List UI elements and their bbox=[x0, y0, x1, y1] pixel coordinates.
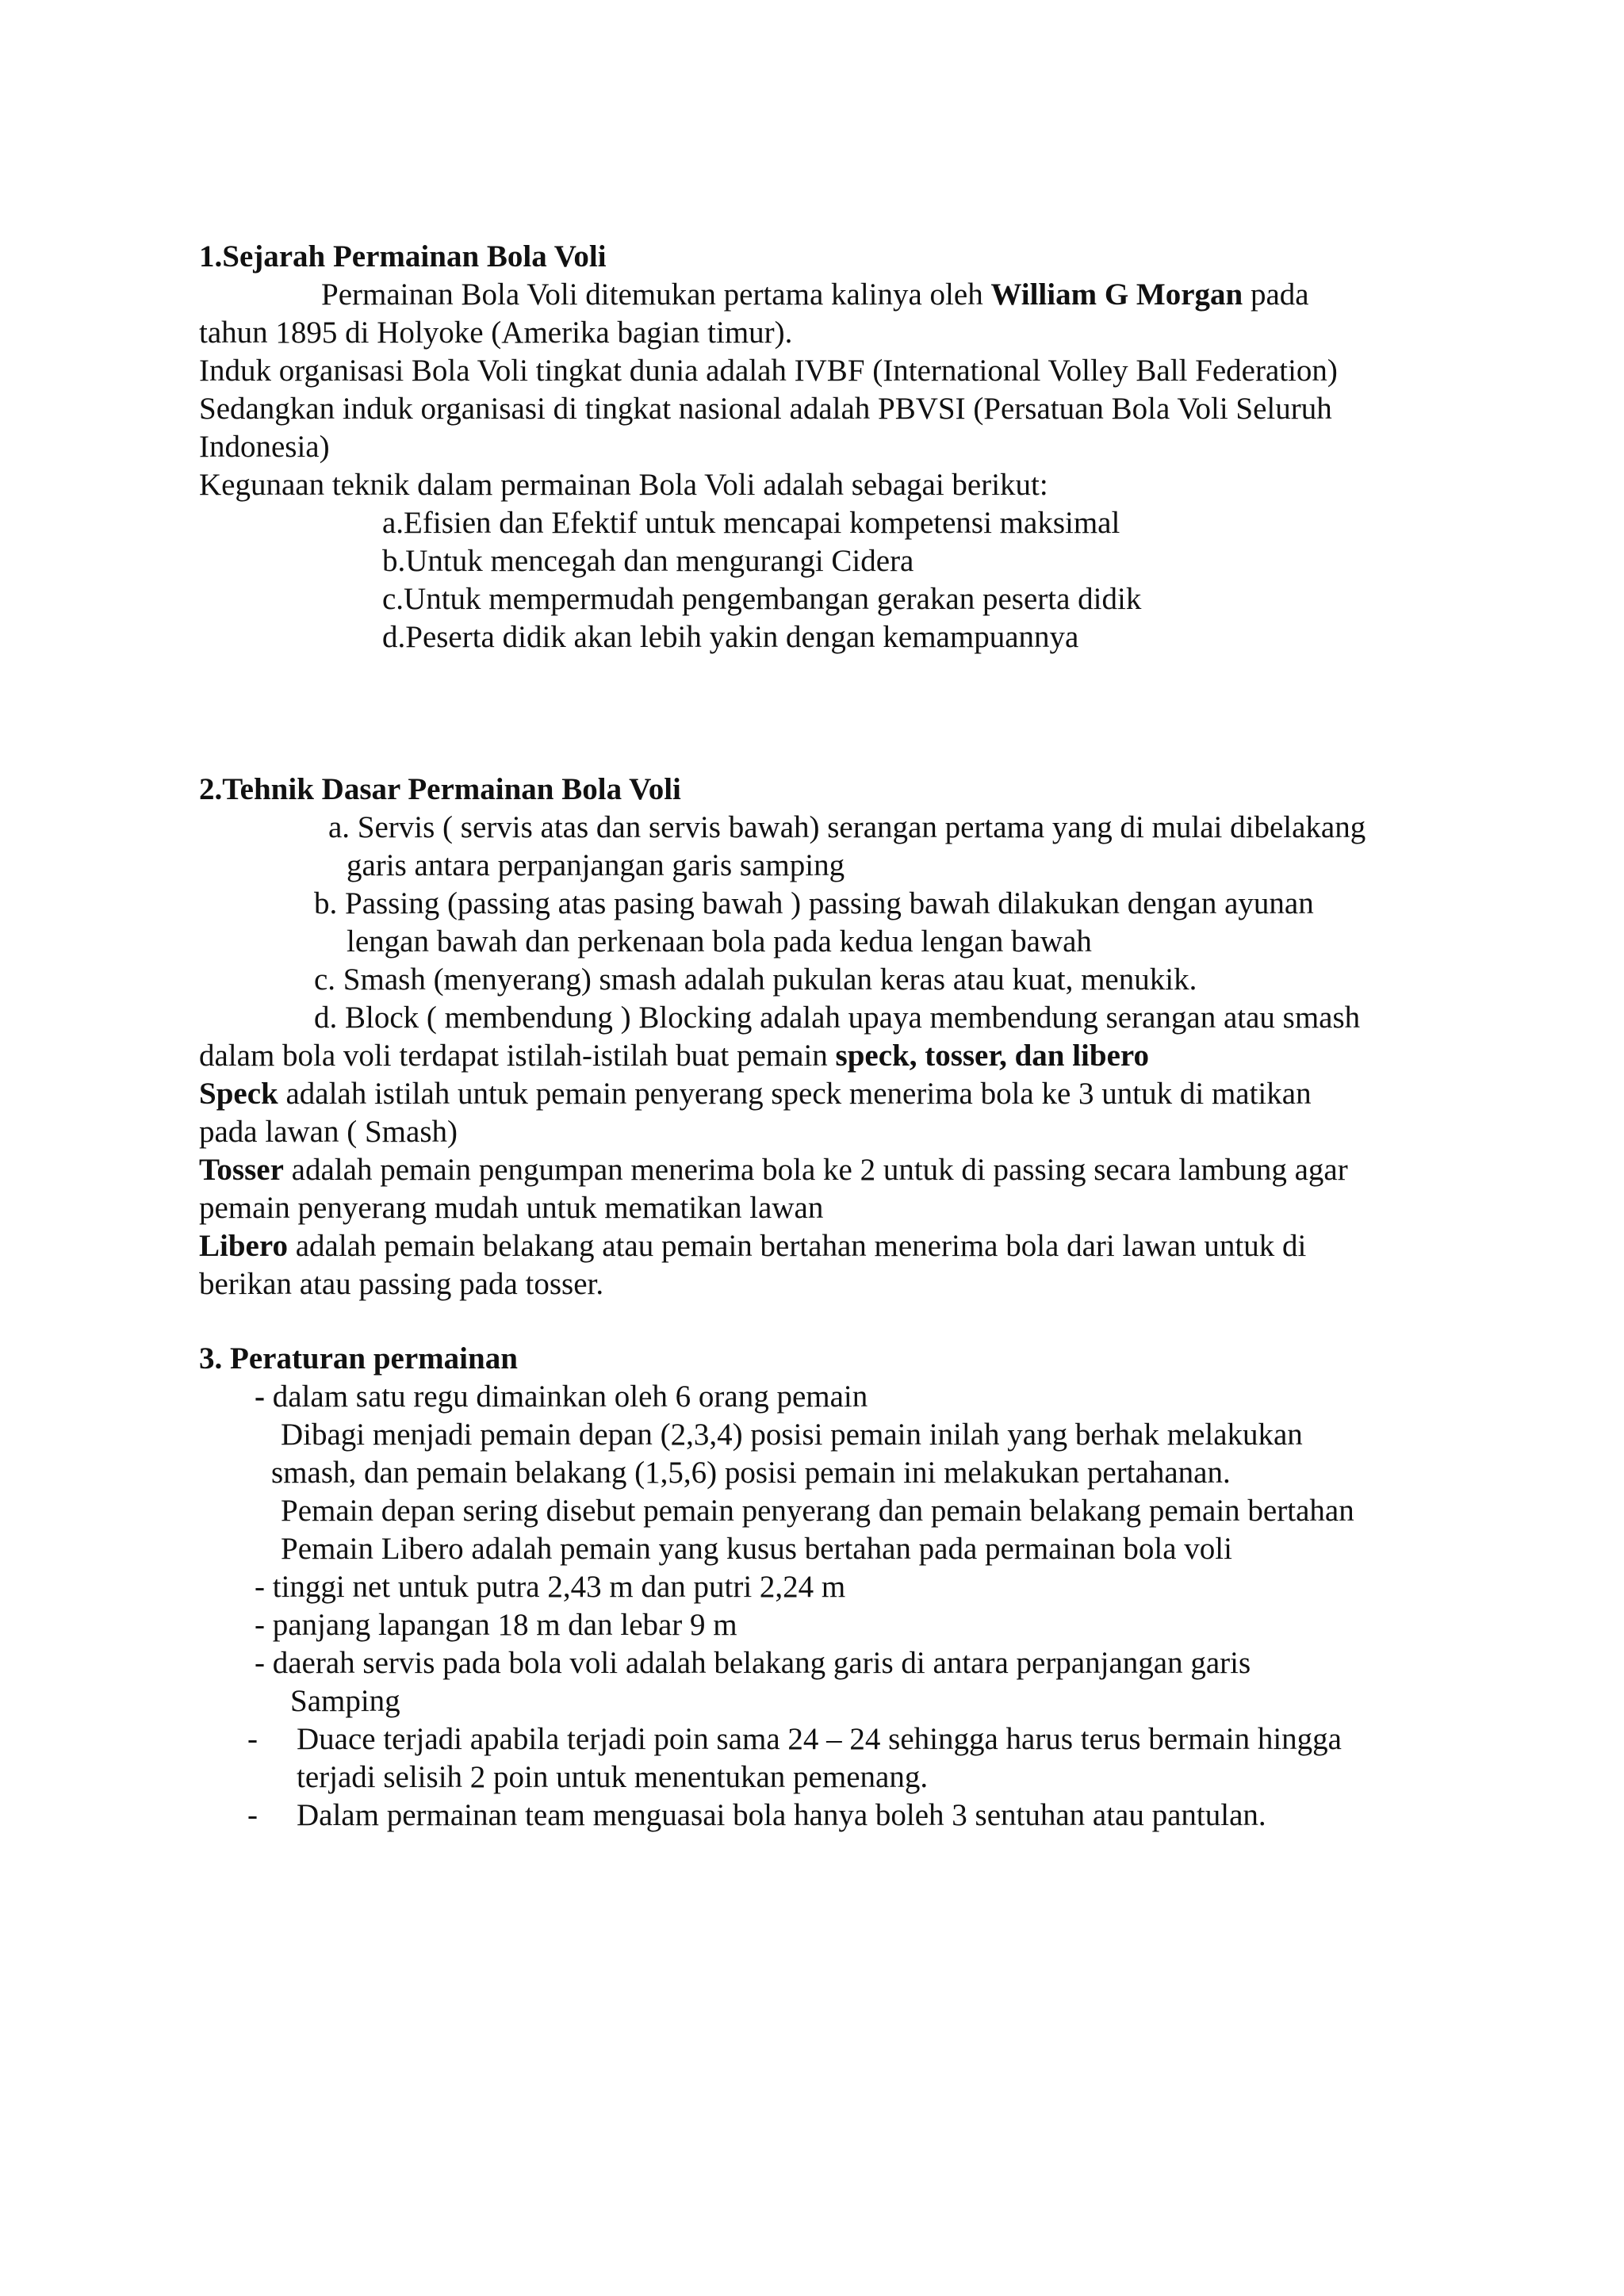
rule-court-size: - panjang lapangan 18 m dan lebar 9 m bbox=[255, 1608, 737, 1642]
section1-uses-intro: Kegunaan teknik dalam permainan Bola Voli adalah sebagai berikut: bbox=[199, 468, 1048, 502]
technique-servis-line2: garis antara perpanjangan garis samping bbox=[347, 848, 845, 882]
bullet-dash: - bbox=[247, 1722, 258, 1756]
tosser-term: Tosser bbox=[199, 1153, 284, 1187]
speck-definition: adalah istilah untuk pemain penyerang speck menerima bola ke 3 untuk di matikan bbox=[278, 1077, 1312, 1111]
rule-touches: Dalam permainan team menguasai bola hanya boleh 3 sentuhan atau pantulan. bbox=[297, 1798, 1266, 1832]
section1-intro-line2: tahun 1895 di Holyoke (Amerika bagian timur). bbox=[199, 316, 793, 350]
technique-servis-line1: a. Servis ( servis atas dan servis bawah) serangan pertama yang di mulai dibelakang bbox=[328, 810, 1366, 844]
list-item: d.Peserta didik akan lebih yakin dengan kemampuannya bbox=[382, 620, 1079, 654]
terms-list: speck, tosser, dan libero bbox=[835, 1039, 1149, 1073]
libero-term: Libero bbox=[199, 1229, 288, 1263]
bullet-dash: - bbox=[255, 1380, 265, 1414]
rule-team-size-line2: Dibagi menjadi pemain depan (2,3,4) posisi pemain inilah yang berhak melakukan bbox=[281, 1418, 1303, 1452]
speck-line2: pada lawan ( Smash) bbox=[199, 1115, 458, 1149]
bullet-dash: - bbox=[247, 1798, 258, 1832]
libero-line1 bbox=[199, 1227, 1306, 1265]
section1-intro-line1 bbox=[321, 276, 1309, 314]
list-item: b.Untuk mencegah dan mengurangi Cidera bbox=[382, 544, 914, 578]
list-item: a.Efisien dan Efektif untuk mencapai kompetensi maksimal bbox=[382, 506, 1120, 540]
rule-deuce-line1: Duace terjadi apabila terjadi poin sama 24 – 24 sehingga harus terus bermain hingga bbox=[297, 1722, 1342, 1756]
libero-definition: adalah pemain belakang atau pemain bertahan menerima bola dari lawan untuk di bbox=[287, 1229, 1307, 1263]
rule-deuce-line2: terjadi selisih 2 poin untuk menentukan pemenang. bbox=[297, 1760, 929, 1794]
section2-heading: 2.Tehnik Dasar Permainan Bola Voli bbox=[199, 772, 681, 806]
terms-line bbox=[199, 1037, 1149, 1075]
section3-heading: 3. Peraturan permainan bbox=[199, 1341, 518, 1376]
libero-line2: berikan atau passing pada tosser. bbox=[199, 1267, 604, 1301]
rule-team-size-line5: Pemain Libero adalah pemain yang kusus bertahan pada permainan bola voli bbox=[281, 1532, 1232, 1566]
speck-line1 bbox=[199, 1075, 1312, 1113]
terms-text: dalam bola voli terdapat istilah-istilah buat pemain bbox=[199, 1039, 836, 1073]
technique-block: d. Block ( membendung ) Blocking adalah upaya membendung serangan atau smash bbox=[314, 1001, 1361, 1035]
rule-team-size-text: dalam satu regu dimainkan oleh 6 orang pemain bbox=[265, 1380, 868, 1414]
section1-heading: 1.Sejarah Permainan Bola Voli bbox=[199, 239, 607, 274]
speck-term: Speck bbox=[199, 1077, 278, 1111]
list-item: c.Untuk mempermudah pengembangan gerakan peserta didik bbox=[382, 582, 1142, 616]
inventor-name: William G Morgan bbox=[990, 277, 1243, 312]
rule-team-size bbox=[255, 1378, 868, 1416]
section1-org-national-line1: Sedangkan induk organisasi di tingkat nasional adalah PBVSI (Persatuan Bola Voli Seluruh bbox=[199, 392, 1332, 426]
section1-org-national-line2: Indonesia) bbox=[199, 430, 330, 464]
rule-net-height: - tinggi net untuk putra 2,43 m dan putri 2,24 m bbox=[255, 1570, 846, 1604]
technique-smash: c. Smash (menyerang) smash adalah pukulan keras atau kuat, menukik. bbox=[314, 962, 1197, 997]
section1-org-world: Induk organisasi Bola Voli tingkat dunia adalah IVBF (International Volley Ball Federation) bbox=[199, 354, 1338, 388]
tosser-line1 bbox=[199, 1151, 1348, 1189]
rule-team-size-line3: smash, dan pemain belakang (1,5,6) posisi pemain ini melakukan pertahanan. bbox=[271, 1456, 1231, 1490]
tosser-line2: pemain penyerang mudah untuk mematikan lawan bbox=[199, 1191, 824, 1225]
technique-passing-line2: lengan bawah dan perkenaan bola pada kedua lengan bawah bbox=[347, 924, 1092, 959]
intro-text-a: Permainan Bola Voli ditemukan pertama kalinya oleh bbox=[321, 277, 991, 312]
intro-text-c: pada bbox=[1243, 277, 1309, 312]
rule-team-size-line4: Pemain depan sering disebut pemain penyerang dan pemain belakang pemain bertahan bbox=[281, 1494, 1354, 1528]
rule-service-area-line1: - daerah servis pada bola voli adalah belakang garis di antara perpanjangan garis bbox=[255, 1646, 1251, 1680]
technique-passing-line1: b. Passing (passing atas pasing bawah ) passing bawah dilakukan dengan ayunan bbox=[314, 886, 1314, 920]
rule-service-area-line2: Samping bbox=[290, 1684, 400, 1718]
tosser-definition: adalah pemain pengumpan menerima bola ke 2 untuk di passing secara lambung agar bbox=[283, 1153, 1348, 1187]
